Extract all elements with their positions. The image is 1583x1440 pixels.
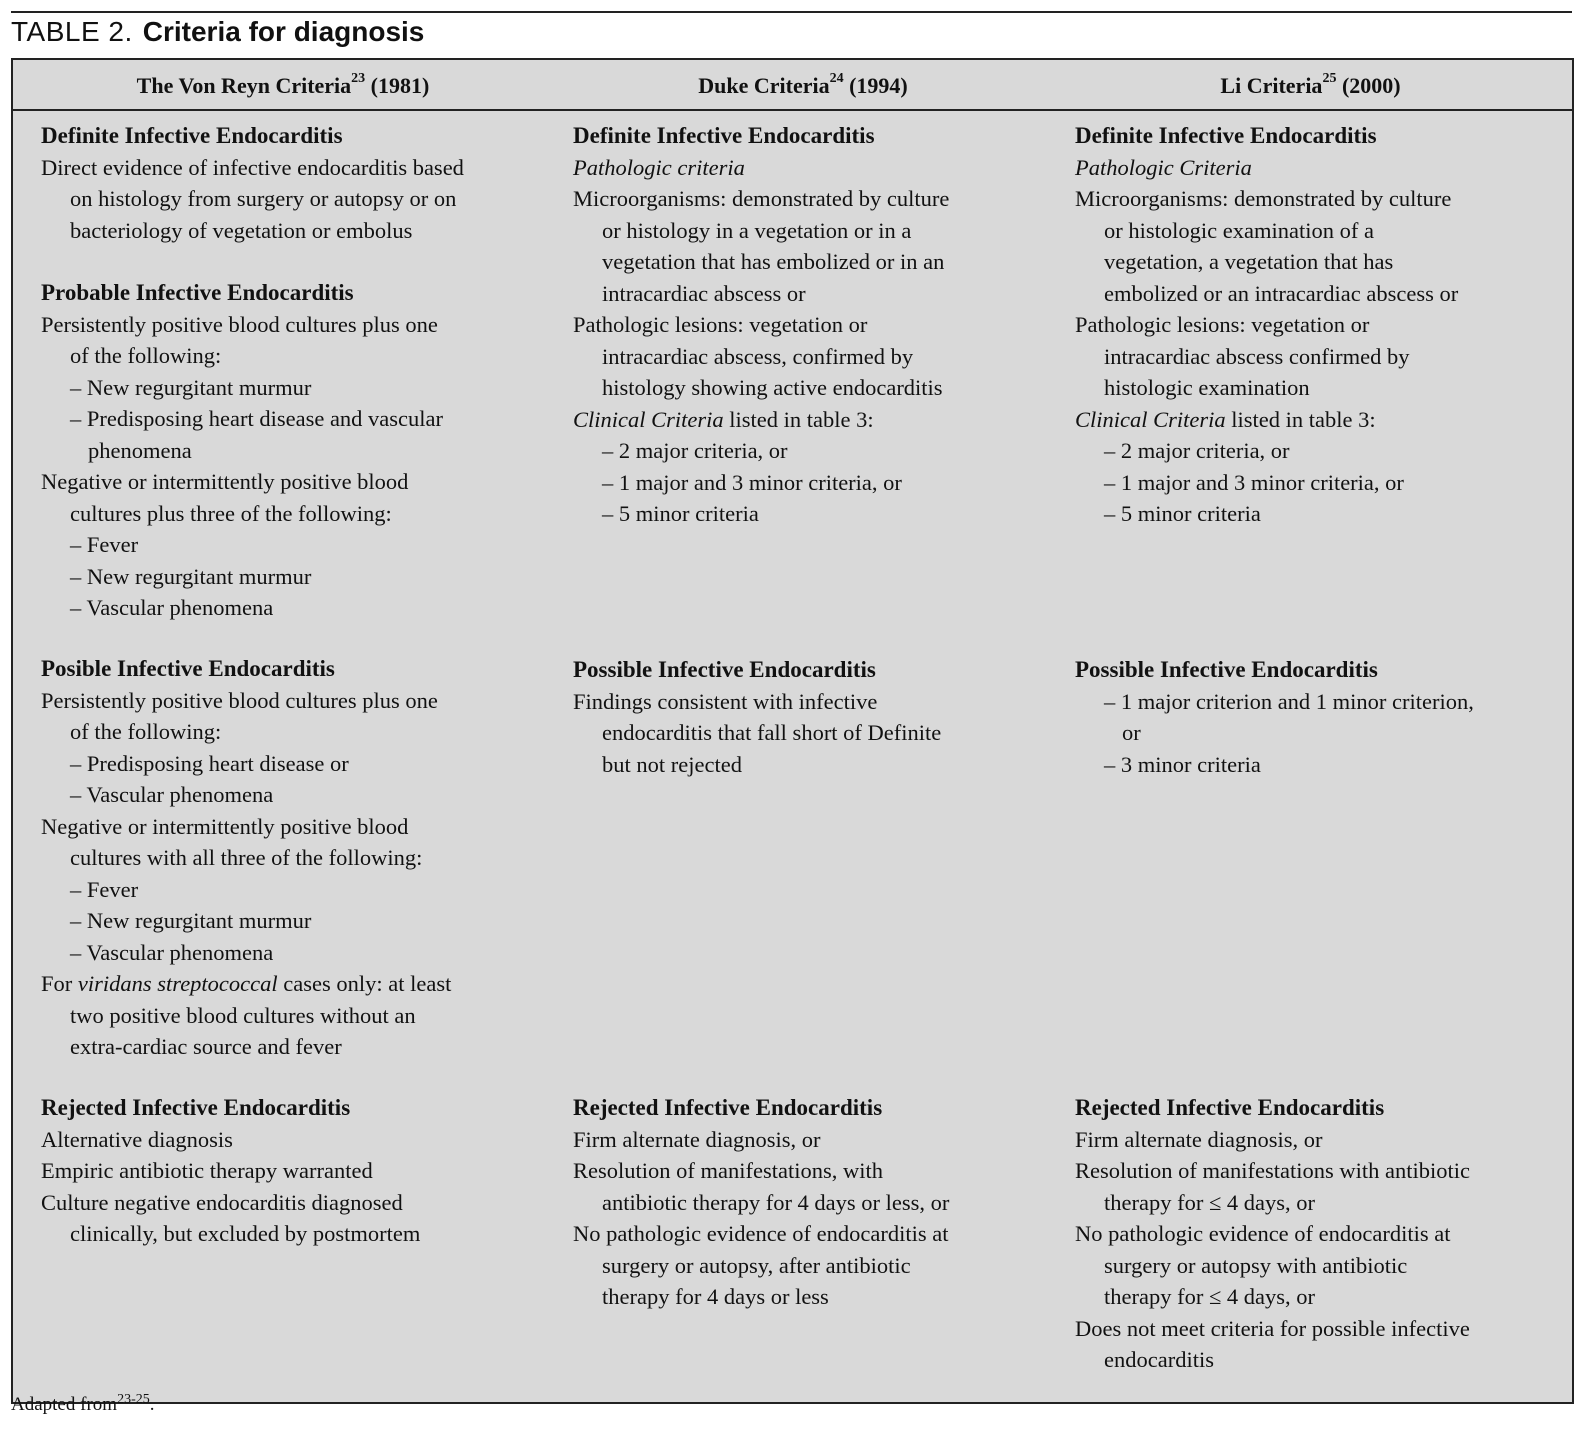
criteria-line: surgery or autopsy with antibiotic (1104, 1252, 1408, 1278)
reference-superscript: 25 (1322, 71, 1337, 86)
line-text: For (41, 971, 78, 996)
li-possible-section (1075, 654, 1474, 780)
criteria-line: Does not meet criteria for possible infective (1075, 1315, 1470, 1341)
criteria-subheading: Pathologic criteria (573, 154, 745, 180)
criteria-line: Direct evidence of infective endocarditis based (41, 154, 464, 180)
criteria-line: – Vascular phenomena (70, 782, 274, 807)
criteria-line: of the following: (70, 719, 222, 744)
criteria-line: surgery or autopsy, after antibiotic (602, 1252, 911, 1278)
top-rule (11, 11, 1572, 13)
footnote-end: . (149, 1394, 155, 1415)
section-heading: Possible Infective Endocarditis (1075, 657, 1378, 682)
criteria-line: Persistently positive blood cultures plus one (41, 311, 438, 337)
column-name: Duke Criteria (698, 73, 830, 98)
column-header-duke (553, 73, 1053, 99)
column-name: Li Criteria (1220, 73, 1323, 98)
criteria-line: therapy for ≤ 4 days, or (1104, 1189, 1316, 1215)
vonreyn-rejected-section (41, 1092, 420, 1250)
criteria-line (573, 404, 949, 436)
table-title: Criteria for diagnosis (142, 16, 425, 47)
criteria-line: No pathologic evidence of endocarditis at (573, 1221, 949, 1246)
table-caption (11, 16, 424, 49)
criteria-line: antibiotic therapy for 4 days or less, or (602, 1189, 950, 1215)
criteria-line: bacteriology of vegetation or embolus (70, 217, 413, 243)
criteria-line: histologic examination (1104, 375, 1310, 400)
criteria-line: Microorganisms: demonstrated by culture (573, 186, 950, 211)
section-heading: Rejected Infective Endocarditis (1075, 1095, 1385, 1120)
criteria-line: intracardiac abscess, confirmed by (602, 343, 914, 369)
criteria-line: Microorganisms: demonstrated by culture (1075, 186, 1452, 211)
criteria-line: therapy for ≤ 4 days, or (1104, 1284, 1316, 1309)
criteria-line: of the following: (70, 343, 222, 368)
section-heading: Possible Infective Endocarditis (573, 657, 876, 682)
section-heading: Definite Infective Endocarditis (573, 123, 875, 148)
criteria-line: or histology in a vegetation or in a (602, 217, 912, 243)
criteria-line: Negative or intermittently positive blood (41, 813, 409, 839)
section-heading: Posible Infective Endocarditis (41, 656, 335, 681)
criteria-line: cultures with all three of the following: (70, 845, 423, 870)
criteria-line: – 5 minor criteria (1104, 501, 1261, 526)
criteria-line: intracardiac abscess confirmed by (1104, 343, 1410, 369)
duke-definite-section (573, 120, 949, 530)
vonreyn-probable-section (41, 277, 443, 624)
criteria-line: histology showing active endocarditis (602, 375, 943, 400)
italic-term: Clinical Criteria (573, 406, 724, 432)
criteria-line: – Predisposing heart disease or (70, 750, 349, 776)
footnote-text: Adapted from (11, 1394, 118, 1415)
criteria-line: two positive blood cultures without an (70, 1002, 416, 1028)
criteria-line: – New regurgitant murmur (70, 374, 312, 400)
source-footnote (11, 1394, 154, 1416)
criteria-line: embolized or an intracardiac abscess or (1104, 280, 1459, 306)
criteria-line: Negative or intermittently positive blood (41, 469, 409, 494)
table-label: TABLE 2. (11, 16, 133, 47)
duke-rejected-section (573, 1092, 949, 1313)
criteria-line: phenomena (88, 437, 192, 463)
criteria-line: – 1 major criterion and 1 minor criterion, (1104, 688, 1474, 714)
criteria-line: or histologic examination of a (1104, 217, 1374, 243)
section-heading: Rejected Infective Endocarditis (41, 1095, 351, 1120)
criteria-line: endocarditis that fall short of Definite (602, 720, 942, 745)
criteria-line (1075, 404, 1458, 436)
criteria-line: Findings consistent with infective (573, 688, 878, 714)
column-year: (1981) (370, 73, 430, 98)
section-heading: Rejected Infective Endocarditis (573, 1095, 883, 1120)
criteria-line: – Fever (70, 876, 139, 902)
criteria-line: – 2 major criteria, or (602, 438, 788, 463)
criteria-line: extra-cardiac source and fever (70, 1034, 342, 1059)
criteria-line: Resolution of manifestations, with (573, 1158, 883, 1183)
header-row (13, 60, 1572, 111)
criteria-line: No pathologic evidence of endocarditis at (1075, 1221, 1451, 1246)
column-name: The Von Reyn Criteria (136, 73, 352, 98)
section-heading: Definite Infective Endocarditis (1075, 123, 1377, 148)
duke-possible-section (573, 654, 941, 780)
criteria-line: – 1 major and 3 minor criteria, or (602, 469, 902, 495)
criteria-line: – 1 major and 3 minor criteria, or (1104, 469, 1404, 495)
criteria-line: Pathologic lesions: vegetation or (1075, 312, 1370, 337)
criteria-line: – 2 major criteria, or (1104, 438, 1290, 463)
italic-term: viridans streptococcal (77, 971, 278, 996)
criteria-line: Empiric antibiotic therapy warranted (41, 1158, 373, 1183)
criteria-line: endocarditis (1104, 1347, 1214, 1372)
criteria-table (11, 58, 1574, 1404)
li-rejected-section (1075, 1092, 1470, 1376)
criteria-line: cultures plus three of the following: (70, 500, 392, 526)
criteria-line: Alternative diagnosis (41, 1126, 233, 1152)
criteria-line: clinically, but excluded by postmortem (70, 1221, 421, 1246)
criteria-line: – New regurgitant murmur (70, 908, 312, 933)
column-header-li (1053, 73, 1568, 99)
column-header-von-reyn (13, 73, 553, 99)
section-heading: Definite Infective Endocarditis (41, 123, 343, 148)
reference-superscript: 24 (829, 71, 844, 86)
criteria-line: – Fever (70, 532, 139, 557)
criteria-line: – Vascular phenomena (70, 595, 274, 620)
criteria-subheading: Pathologic Criteria (1075, 154, 1252, 180)
criteria-line: intracardiac abscess or (602, 280, 806, 306)
criteria-line: Firm alternate diagnosis, or (1075, 1126, 1323, 1152)
criteria-line: Culture negative endocarditis diagnosed (41, 1189, 403, 1215)
column-year: (2000) (1341, 73, 1401, 98)
criteria-line: – New regurgitant murmur (70, 563, 312, 589)
reference-superscript: 23 (351, 71, 366, 86)
vonreyn-definite-section (41, 120, 464, 246)
column-year: (1994) (849, 73, 908, 98)
criteria-line: or (1122, 720, 1141, 745)
criteria-line: therapy for 4 days or less (602, 1284, 829, 1309)
criteria-line: Firm alternate diagnosis, or (573, 1126, 821, 1152)
criteria-line: – 3 minor criteria (1104, 751, 1261, 777)
line-text: listed in table 3: (723, 406, 874, 432)
criteria-line: Pathologic lesions: vegetation or (573, 312, 868, 337)
footnote-references: 23-25 (117, 1392, 150, 1407)
criteria-line: on histology from surgery or autopsy or on (70, 186, 457, 211)
criteria-line (41, 968, 451, 1000)
section-heading: Probable Infective Endocarditis (41, 280, 354, 305)
li-definite-section (1075, 120, 1458, 530)
criteria-line: – 5 minor criteria (602, 501, 759, 526)
criteria-line: – Vascular phenomena (70, 939, 274, 965)
vonreyn-possible-section (41, 653, 451, 1063)
criteria-line: Persistently positive blood cultures plus one (41, 687, 438, 713)
line-text: listed in table 3: (1225, 406, 1376, 432)
criteria-line: but not rejected (602, 751, 742, 777)
criteria-line: vegetation, a vegetation that has (1104, 249, 1394, 274)
italic-term: Clinical Criteria (1075, 406, 1226, 432)
criteria-line: vegetation that has embolized or in an (602, 249, 945, 274)
line-text: cases only: at least (277, 971, 452, 996)
criteria-line: Resolution of manifestations with antibiotic (1075, 1158, 1470, 1183)
criteria-line: – Predisposing heart disease and vascular (70, 406, 444, 431)
